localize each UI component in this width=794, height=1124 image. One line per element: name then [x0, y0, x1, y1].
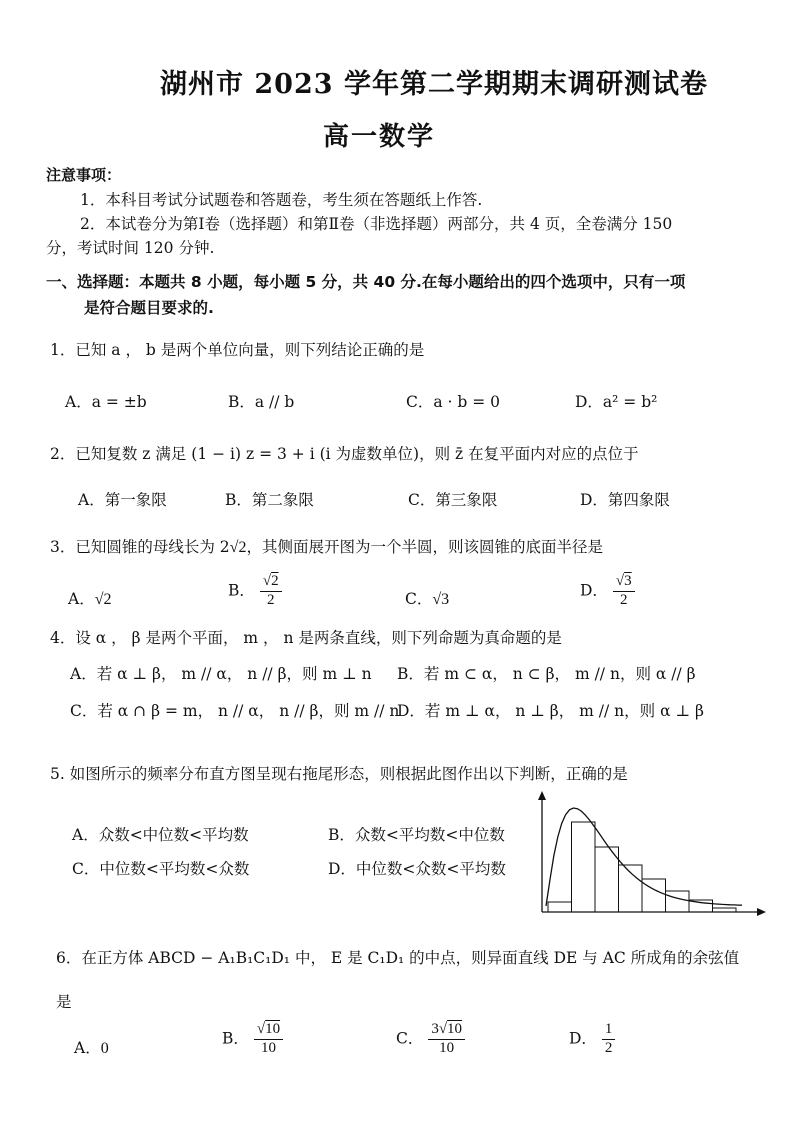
fraction-numerator — [613, 574, 635, 592]
y-axis-arrow-icon — [538, 791, 546, 800]
histogram-chart — [528, 788, 770, 924]
question-5-option-d: D．中位数<众数<平均数 — [328, 860, 506, 878]
question-1-stem: 1．已知 a ， b 是两个单位向量，则下列结论正确的是 — [50, 341, 425, 359]
density-curve — [546, 808, 742, 906]
page-subtitle: 高一数学 — [323, 122, 436, 152]
sqrt-symbol: √ — [256, 1021, 266, 1037]
option-label: B． — [228, 581, 255, 600]
question-3-option-c — [405, 587, 449, 609]
sqrt-symbol: √ — [229, 539, 239, 556]
notice-item-2b: 分，考试时间 120 分钟. — [46, 239, 215, 257]
question-3-stem — [50, 535, 603, 557]
fraction-numerator: 1 — [602, 1022, 616, 1040]
option-label: C． — [405, 590, 433, 608]
question-4-stem: 4．设 α ， β 是两个平面， m ， n 是两条直线，则下列命题为真命题的是 — [50, 629, 562, 647]
question-3-stem-post: ，其侧面展开图为一个半圆，则该圆锥的底面半径是 — [246, 538, 603, 556]
radicand: 10 — [265, 1021, 281, 1037]
question-5-option-a: A．众数<中位数<平均数 — [72, 826, 249, 844]
sqrt-symbol: √ — [615, 573, 625, 589]
question-4-option-d: D．若 m ⊥ α， n ⊥ β， m // n，则 α ⊥ β — [397, 702, 704, 720]
sqrt-symbol: √ — [432, 591, 442, 608]
question-6-option-c — [396, 1022, 465, 1057]
question-6-option-d — [569, 1022, 615, 1057]
x-axis-arrow-icon — [757, 908, 766, 916]
option-label: C． — [396, 1029, 424, 1048]
question-2-stem: 2．已知复数 z 满足 (1 − i) z = 3 + i (i 为虚数单位)，则 z̄ 在复平面内对应的点位于 — [50, 445, 639, 463]
question-1-option-c: C．a · b = 0 — [406, 393, 501, 411]
question-2-option-c: C．第三象限 — [408, 491, 498, 509]
question-1-option-d: D．a² = b² — [575, 393, 658, 411]
section-heading-line1: 一、选择题：本题共 8 小题，每小题 5 分，共 40 分.在每小题给出的四个选项中，只有一项 — [46, 273, 686, 291]
fraction — [613, 574, 635, 609]
chart-bars — [548, 822, 736, 912]
fraction-denominator: 2 — [266, 591, 275, 608]
question-3-option-d — [580, 574, 635, 609]
sqrt-symbol: √ — [262, 573, 272, 589]
question-5-option-c: C．中位数<平均数<众数 — [72, 860, 250, 878]
radicand: 3 — [624, 573, 632, 589]
radicand: 2 — [103, 591, 112, 608]
question-3-stem-pre: 3．已知圆锥的母线长为 2 — [50, 538, 230, 556]
fraction-numerator — [260, 574, 282, 592]
question-6-stem-line2: 是 — [56, 993, 72, 1011]
sqrt-symbol: √ — [94, 591, 104, 608]
radicand: 2 — [271, 573, 279, 589]
notice-item-2a: 2．本试卷分为第Ⅰ卷（选择题）和第Ⅱ卷（非选择题）两部分，共 4 页，全卷满分 150 — [80, 215, 673, 233]
fraction-denominator: 2 — [619, 591, 628, 608]
fraction — [602, 1022, 616, 1057]
option-label: A． — [74, 1039, 101, 1057]
question-4-option-c: C．若 α ∩ β = m， n // α， n // β，则 m // n — [70, 702, 400, 720]
fraction — [428, 1022, 465, 1057]
question-4-option-b: B．若 m ⊂ α， n ⊂ β， m // n，则 α // β — [397, 665, 696, 683]
question-3-stem-radicand: 2 — [238, 539, 247, 556]
question-1-option-a: A．a = ±b — [65, 393, 147, 411]
question-3-option-a — [68, 587, 111, 609]
notice-heading: 注意事项： — [46, 166, 122, 184]
fraction-numerator — [428, 1022, 465, 1040]
radicand: 10 — [447, 1021, 463, 1037]
chart-axes — [538, 791, 766, 916]
question-2-option-d: D．第四象限 — [580, 491, 670, 509]
sqrt-symbol: √ — [438, 1021, 448, 1037]
option-label: D． — [580, 581, 608, 600]
fraction-denominator: 10 — [439, 1039, 455, 1056]
question-6-option-a — [74, 1036, 109, 1058]
option-label: B． — [222, 1029, 249, 1048]
fraction — [260, 574, 282, 609]
question-6-stem-line1: 6．在正方体 ABCD − A₁B₁C₁D₁ 中， E 是 C₁D₁ 的中点，则异面直线 DE 与 AC 所成角的余弦值 — [56, 949, 740, 967]
question-2-option-a: A．第一象限 — [78, 491, 167, 509]
histogram-bar — [666, 891, 690, 912]
page-title: 湖州市 2023 学年第二学期期末调研测试卷 — [160, 69, 708, 100]
section-heading-line2: 是符合题目要求的. — [84, 299, 214, 317]
option-value: 0 — [100, 1040, 109, 1057]
option-label: A． — [68, 590, 95, 608]
notice-item-1: 1．本科目考试分试题卷和答题卷，考生须在答题纸上作答. — [80, 191, 483, 209]
question-6-option-b — [222, 1022, 283, 1057]
coefficient: 3 — [431, 1021, 439, 1037]
histogram-bar — [572, 822, 596, 912]
fraction — [254, 1022, 283, 1057]
question-5-stem: 5. 如图所示的频率分布直方图呈现右拖尾形态，则根据此图作出以下判断，正确的是 — [50, 765, 628, 783]
fraction-denominator: 10 — [260, 1039, 276, 1056]
question-4-option-a: A．若 α ⊥ β， m // α， n // β，则 m ⊥ n — [70, 665, 372, 683]
radicand: 3 — [441, 591, 450, 608]
question-5-option-b: B．众数<平均数<中位数 — [328, 826, 505, 844]
histogram-bar — [595, 847, 619, 912]
fraction-numerator — [254, 1022, 283, 1040]
question-1-option-b: B．a // b — [228, 393, 295, 411]
question-2-option-b: B．第二象限 — [225, 491, 314, 509]
fraction-denominator: 2 — [604, 1039, 613, 1056]
option-label: D． — [569, 1029, 597, 1048]
question-3-option-b — [228, 574, 282, 609]
histogram-bar — [548, 902, 572, 912]
